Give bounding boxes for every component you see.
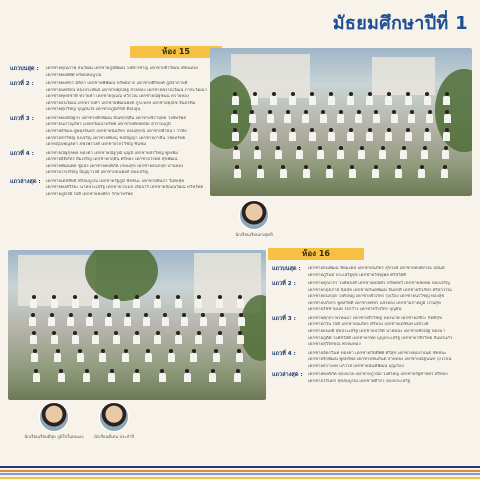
name-line: เด็กชายพงศ์ณัฐกร เด็กชายพีรพัฒน์ ปัณฑุรสุธิม เด็กชายจิรายุทธ วงศ์ทรัพย์ <box>46 115 186 121</box>
stripe <box>0 477 480 479</box>
teacher-caption: นักเรียนเรียนเก่งสุดปี <box>235 232 273 237</box>
class-16-row-4 <box>272 351 472 371</box>
class-16-row-2 <box>272 281 472 314</box>
name-line: เด็กชายณัฐกุลพล ทองคำ เด็กชายณัฐวุฒิ บุญมี เด็กชายสรวิชญ์ พูลเพิ่ม <box>46 150 179 156</box>
name-line: เด็กชายธนพัฒน์ ชัยมงคล เด็กชายนภัทร สุขวงศ์ เด็กชายพงศ์ภรณ์ อนันต์ <box>308 266 445 271</box>
class-15-teacher <box>230 200 278 238</box>
row-names <box>46 151 206 177</box>
name-line: เด็กชายคุณภาพ ธนวัฒน์ เด็กชายภูมิพัฒน์ วงศ์ภาชาญ เด็กชายธีรวัฒน์ เทียนทอง <box>46 66 199 71</box>
teacher-portrait <box>39 402 69 432</box>
class-16-banner: ห้อง 16 <box>268 248 364 260</box>
name-line: เด็กชายธนบดี สุขประเสริฐ เด็กชายปวริศ นาคทอง เด็กชายพีรณัฐ ทองมา <box>308 328 445 334</box>
name-line: เด็กชายศุภกร พรหมมา เด็กชายสิรวิชญ์ ทองนาค เด็กชายอชิระ กิตติสุข <box>308 315 442 321</box>
class-16-teacher-1 <box>24 402 84 440</box>
class-15-row-bottom <box>10 179 206 199</box>
page-header <box>0 0 480 40</box>
name-line: เด็กชายรัชชานนท์ ใจกว้าง เด็กชายวีรภัทร บุญยืน <box>308 307 402 313</box>
name-line: เด็กชายพัฒนพล ชูแสง เด็กชายพงศ์ภัค เกษมสุข เด็กชายธนกฤต ปานทอง <box>46 163 184 169</box>
name-line: เด็กชายธนวัฒน์ เล็กทรายคำ เด็กชายพัฒนพงศ์ ภู่ระหงษ์ เด็กชายคุณัช จันทร์ทิม <box>46 100 196 106</box>
name-line: เด็กชายเตชสิทธิ์ ศรีสมบูรณ์ เด็กชายรัฐภูมิ ชัยชนะ เด็กชายทินกร วิเศษสุข <box>46 178 185 184</box>
class-15-row-3 <box>10 116 206 149</box>
teacher-caption: นักเรียนเรียนดีสุด ภูมิใจในตนเอง <box>24 434 84 439</box>
name-line: เด็กหญิงเพ็ญลดา ภพไพรวงศ์ เด็กชายไกรวิชญ์ ชื่นชม <box>46 142 147 148</box>
name-line: เด็กชายพงศ์พัศ ทรัพย์สมบูรณ์ <box>46 72 102 78</box>
name-line: เด็กชายอัครวินท์ ทองคำ เด็กชายกิตติพัศ ศรีสุข เด็กชายคุณานนต์ ชัยชนะ <box>308 350 447 356</box>
class-15-banner: ห้อง 15 <box>130 46 222 58</box>
footer-stripes <box>0 466 480 480</box>
class-16-group-photo <box>8 250 266 400</box>
name-line: เด็กชายนภาณุภัทร มงคลวัฒนาทรัพย์ เด็กชายพัทธดนัย สุวรรณภูมิ <box>46 122 171 128</box>
class-16-teacher-2 <box>84 402 144 440</box>
name-line: เด็กชายภูดิศ วงศ์สวัสดิ์ เด็กชายรชต บุญประเสริฐ เด็กชายวชิรวิทย์ จันทร์แก้ว <box>308 335 453 341</box>
row-names <box>46 66 206 79</box>
class-15-row-4 <box>10 151 206 177</box>
name-line: เด็กชายสุวิจักขณ์ พรหมทอง <box>308 342 361 348</box>
row-names <box>46 81 207 114</box>
row-label: แถวที่ 2 : <box>272 280 296 287</box>
row-label: แถวที่ 2 : <box>10 80 34 87</box>
row-names <box>308 316 472 349</box>
teacher-portrait <box>239 200 269 230</box>
name-line: เด็กชายกวิน ใจดี เด็กชายณภัทร ศรีทอง เด็กชายเตชินท์ มณีวงศ์ <box>308 322 429 328</box>
class-15-roster <box>10 66 206 200</box>
stripe <box>0 466 480 468</box>
name-line: เด็กชายพงศ์ภัค ทองนาค เด็กชายภูวนัย วงศ์ใหญ่ เด็กชายรัฐศาสตร์ ศรีทอง <box>308 372 448 378</box>
name-line: เด็กชายพงศ์วิริยะ นาคประเสริฐ เด็กชายวรเมธ เอื้ออารี เด็กชายปัณณวัฒน์ ทวีทรัพย์ <box>46 185 204 191</box>
class-16-row-bottom <box>272 372 472 385</box>
class-16-row-3 <box>272 316 472 349</box>
page-title: มัธยมศึกษาปีที่ 1 <box>332 13 468 34</box>
name-line: เด็กชายภูรินท์ ประเสริฐสุข เด็กชายวิชญ์พล ศรีสวัสดิ์ <box>308 272 407 278</box>
row-names <box>308 372 472 385</box>
class-16-row-top <box>272 266 472 279</box>
row-names <box>308 281 472 314</box>
row-names <box>46 116 206 149</box>
row-label: แถวบนสุด : <box>10 66 39 72</box>
class-16-roster <box>272 266 472 387</box>
name-line: เด็กชายวรินทร์ สุขสมบูรณ์ เด็กชายศิวกร ทองประเสริฐ <box>308 378 411 384</box>
row-names <box>46 179 206 199</box>
row-label: แถวล่างสุด : <box>272 372 303 379</box>
name-line: เด็กชายธิติภัทร ยิ้มเจริญ เด็กชายกฤติน ศรีทอง เด็กชายวรพล สุขพัฒน์ <box>46 157 178 163</box>
name-line: เด็กชายกฤตภาส นิลสุข เด็กชายกันตพัฒน์ จันทร์ดี เด็กชายจิรภัทร ศรีสุวรรณ <box>308 287 452 293</box>
teacher-caption: นักเรียนดีเด่น ประจำปี <box>93 434 135 439</box>
row-names <box>308 266 472 279</box>
row-names <box>308 351 472 371</box>
name-line: เด็กชายภูมิรพี ใจดี เด็กชายพงศ์ธร รักษาทรัพย์ <box>46 191 133 197</box>
name-line: เด็กชายธนกฤต วงศ์ใหญ่ เด็กชายธีรภัทร รุ่งเรือง เด็กชายนรวิชญ์ ทองสุข <box>308 294 445 300</box>
name-line: เด็กชายธราเทพ แก้วใส เด็กชายนันทิพัฒน์ บุญเรือง <box>308 363 404 369</box>
row-label: แถวที่ 4 : <box>10 150 34 157</box>
class-15-group-photo <box>210 48 472 196</box>
name-line: เด็กชายคุณากร วงศ์ทองดี เด็กชายคณิศร ทรัพย์ทวี เด็กชายชยพล ทองเจริญ <box>308 280 450 286</box>
teacher-portrait <box>99 402 129 432</box>
class-15-row-top <box>10 66 206 79</box>
name-line: เด็กชายปภังกร พูลสวัสดิ์ เด็กชายพชร แสงทอง เด็กชายภาคภูมิ ปานสุข <box>308 300 441 306</box>
row-label: แถวที่ 4 : <box>272 350 296 357</box>
name-line: เด็กชายธัชมน ผู้พยุงจันทร์ เด็กชายนิลภัทร อ่อนสุขใจ เด็กชายธีรธนา วาทิย <box>46 128 187 134</box>
name-line: เด็กชายพุทธชาติ ทรายคำ เด็กชายจุณณ์ ทวีรวณ เด็กชายณัฐชนน ทรายทอง <box>46 94 189 100</box>
class-15-row-2 <box>10 81 206 114</box>
name-line: เด็กชายพงศกร มีลิลา เด็กชายพิพัฒน์ ทรัพย์มาก เด็กชายศิริพงศ์ ภูมิจ่าถายดี <box>46 80 188 86</box>
name-line: เด็กชายศุภวิชญ์ บุญมั่นใจ เด็กชายภูมิภักดิ์ ดีอบอุ่น <box>46 107 141 113</box>
row-label: แถวล่างสุด : <box>10 178 41 185</box>
name-line: เด็กชายวรปรัชญ์ ปัญญาวงศ์ เด็กชายธนพงศ์ ทองเจริญ <box>46 170 149 176</box>
row-label: แถวที่ 3 : <box>10 115 34 122</box>
name-line: เด็กชายสรวิชญ์ จงเจริญ เด็กชายพิษณุ ชลปัญญา เด็กชายภาคิน ไชยทรัพย์ <box>46 135 186 141</box>
row-label: แถวที่ 3 : <box>272 315 296 322</box>
stripe <box>0 473 480 475</box>
stripe <box>0 470 480 472</box>
name-line: เด็กชายจิรพัฒน์ พูลทรัพย์ เด็กชายชนกันต์ สายทอง เด็กชายณัฐนนท์ รุ่งโรจน์ <box>308 357 452 363</box>
row-label: แถวบนสุด : <box>272 266 301 272</box>
name-line: เด็กชายนพรัตน์ ทองประพันธ์ เด็กชายศุภณัฐ สายทอง เด็กชายพรรณวัฒน์ ภาสะวัฒนา <box>46 87 207 93</box>
